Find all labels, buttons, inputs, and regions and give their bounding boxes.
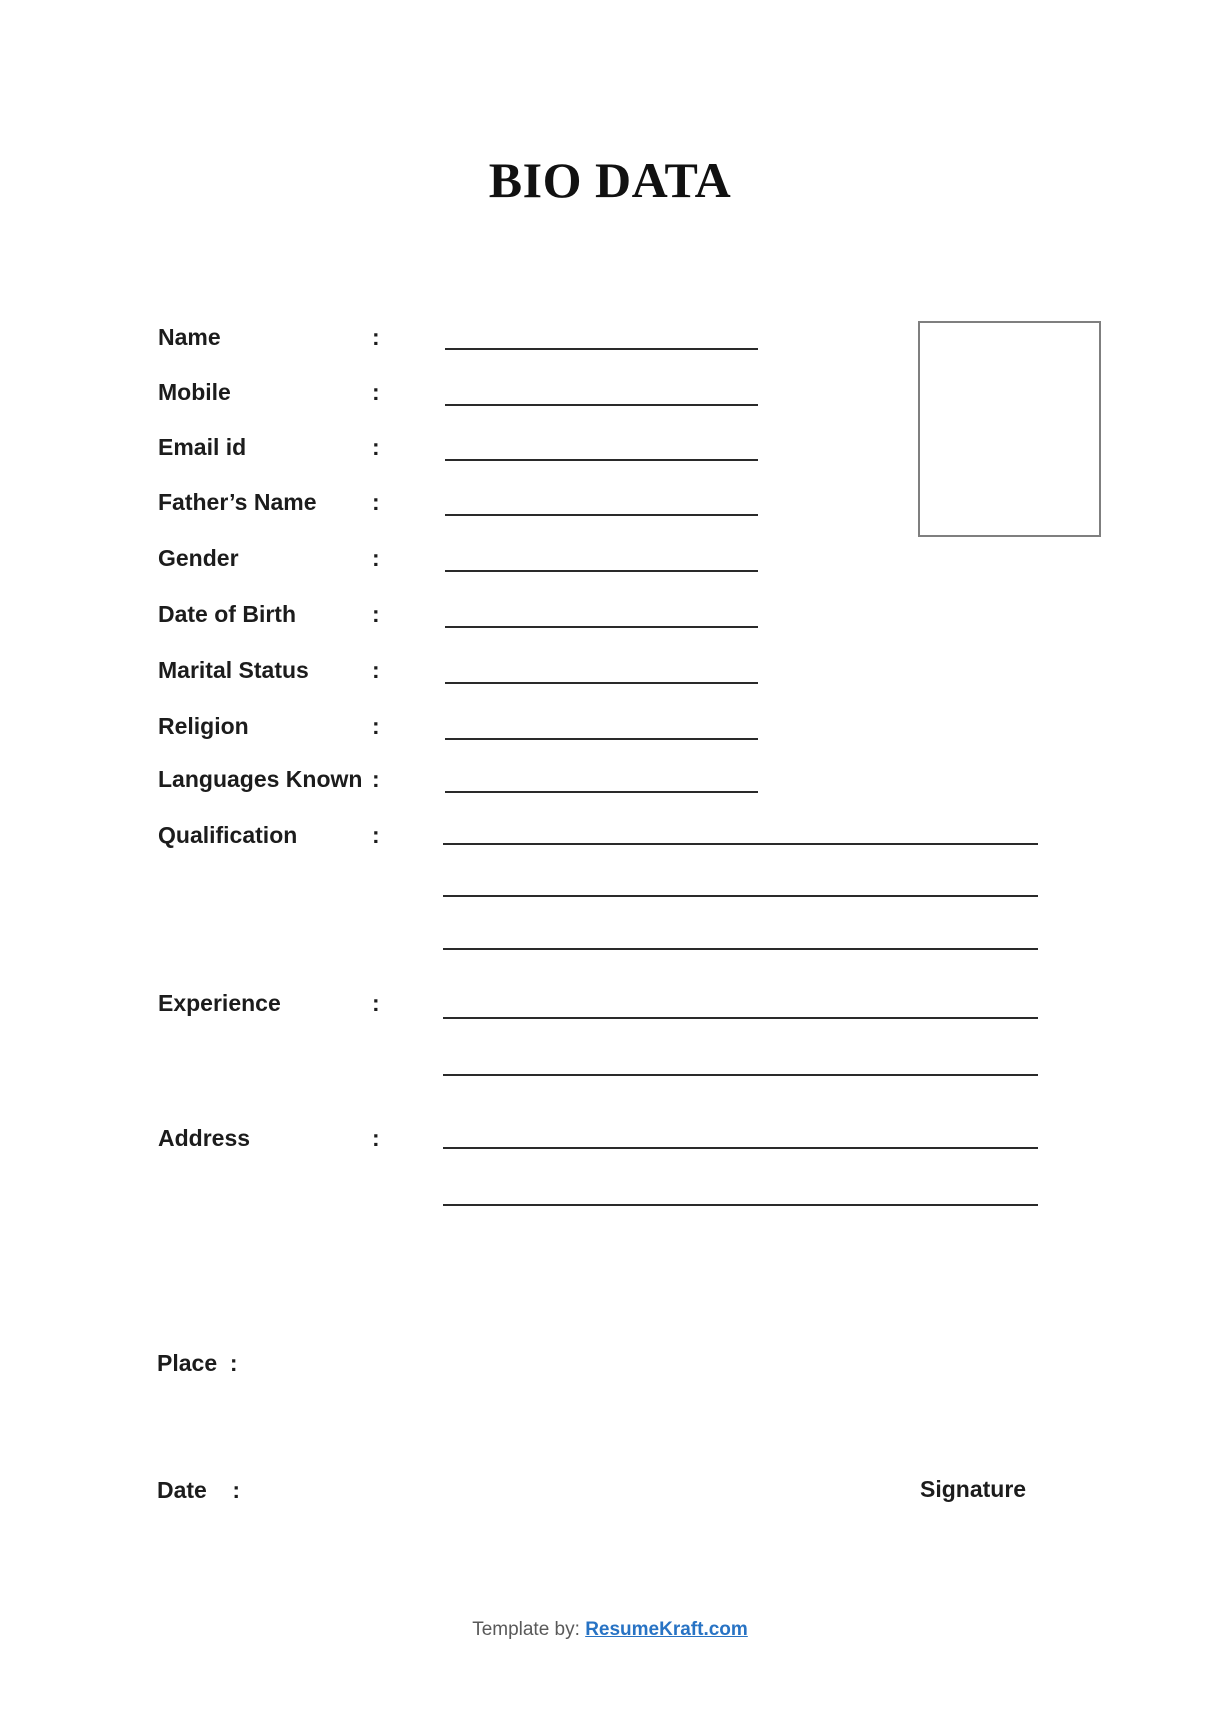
blank-underline-experience-2	[443, 1074, 1038, 1076]
field-label-mobile: Mobile	[158, 379, 231, 405]
blank-underline-experience-1	[443, 1017, 1038, 1019]
resumekraft-link[interactable]: ResumeKraft.com	[585, 1619, 748, 1640]
field-label-email-id: Email id	[158, 434, 247, 460]
field-colon-address: :	[372, 1125, 380, 1151]
blank-underline-address-1	[443, 1147, 1038, 1149]
field-colon-email-id: :	[372, 434, 380, 460]
blank-underline-qualification-1	[443, 843, 1038, 845]
field-colon-qualification: :	[372, 822, 380, 848]
field-label-religion: Religion	[158, 713, 249, 739]
blank-underline-name	[445, 348, 758, 350]
field-colon-marital-status: :	[372, 657, 380, 683]
field-label-experience: Experience	[158, 990, 281, 1016]
footer-credit	[0, 1617, 1220, 1643]
field-colon-experience: :	[372, 990, 380, 1016]
field-label-father-s-name: Father’s Name	[158, 489, 317, 515]
blank-underline-languages-known	[445, 791, 758, 793]
place-label: Place :	[157, 1350, 238, 1376]
field-label-languages-known: Languages Known	[158, 766, 363, 792]
field-colon-gender: :	[372, 545, 380, 571]
field-label-date-of-birth: Date of Birth	[158, 601, 296, 627]
field-label-qualification: Qualification	[158, 822, 298, 848]
field-colon-languages-known: :	[372, 766, 380, 792]
field-label-gender: Gender	[158, 545, 239, 571]
blank-underline-religion	[445, 738, 758, 740]
blank-underline-gender	[445, 570, 758, 572]
field-colon-religion: :	[372, 713, 380, 739]
blank-underline-address-2	[443, 1204, 1038, 1206]
field-colon-mobile: :	[372, 379, 380, 405]
footer-credit-text: Template by:	[472, 1619, 586, 1640]
blank-underline-father-s-name	[445, 514, 758, 516]
blank-underline-date-of-birth	[445, 626, 758, 628]
field-colon-name: :	[372, 324, 380, 350]
blank-underline-email-id	[445, 459, 758, 461]
field-colon-father-s-name: :	[372, 489, 380, 515]
blank-underline-qualification-3	[443, 948, 1038, 950]
field-colon-date-of-birth: :	[372, 601, 380, 627]
signature-label: Signature	[920, 1476, 1027, 1502]
blank-underline-mobile	[445, 404, 758, 406]
photo-placeholder-box	[918, 321, 1101, 537]
blank-underline-qualification-2	[443, 895, 1038, 897]
page-title: BIO DATA	[488, 152, 732, 208]
field-label-name: Name	[158, 324, 221, 350]
field-label-marital-status: Marital Status	[158, 657, 309, 683]
blank-underline-marital-status	[445, 682, 758, 684]
field-label-address: Address	[158, 1125, 251, 1151]
date-label: Date :	[157, 1477, 241, 1503]
